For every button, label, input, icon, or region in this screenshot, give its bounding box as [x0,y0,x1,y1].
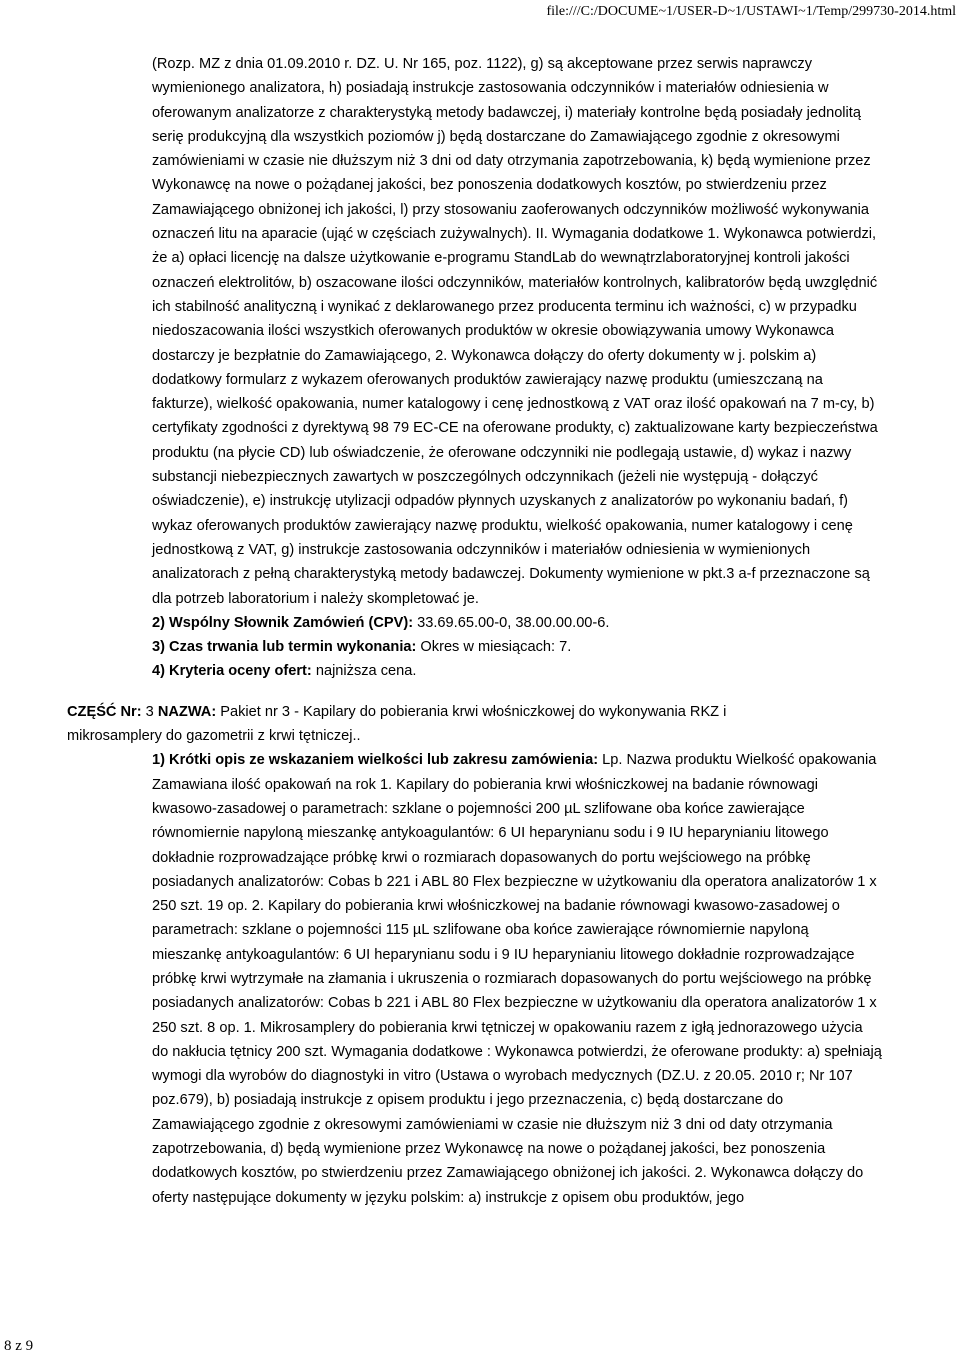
criteria-item [152,659,879,683]
file-url-header: file:///C:/DOCUME~1/USER-D~1/USTAWI~1/Temp/299730-2014.html [546,4,956,19]
duration-label: 3) Czas trwania lub termin wykonania: [152,639,417,656]
duration-value: Okres w miesiącach: 7. [416,639,572,656]
part-description [152,748,882,1210]
criteria-value: najniższa cena. [311,663,417,680]
part-number-label: CZĘŚĆ Nr: [67,703,142,720]
part-heading [67,700,807,749]
criteria-label: 4) Kryteria oceny ofert: [152,663,312,680]
part-description-text: Lp. Nazwa produktu Wielkość opakowania Zamawiana ilość opakowań na rok 1. Kapilary do pobierania krwi włośniczkowej na badanie równowagi kwasowo-zasadowej o parametrach: szklane o pojemności 200 µL szlifowane oba końce zawierające równomiernie napyloną mieszankę antykoagulantów: 6 UI heparynianu sodu i 9 IU heparynianiu litowego dokładnie rozprowadzające próbkę krwi o rozmiarach dopasowanych do portu wejściowego na próbkę posiadanych analizatorów: Cobas b 221 i ABL 80 Flex bezpieczne w użytkowaniu dla operatora analizatorów 1 x 250 szt. 19 op. 2. Kapilary do pobierania krwi włośniczkowej na badanie równowagi kwasowo-zasadowej o parametrach: szklane o pojemności 115 µL szlifowane oba końce zawierające równomiernie napyloną mieszankę antykoagulantów: 6 UI heparynianu sodu i 9 IU heparynianiu litowego dokładnie rozprowadzające próbkę krwi wytrzymałe na złamania i ukruszenia o rozmiarach dopasowanych do portu wejściowego na próbkę posiadanych analizatorów: Cobas b 221 i ABL 80 Flex bezpieczne w użytkowaniu dla operatora analizatorów 1 x 250 szt. 8 op. 1. Mikrosamplery do pobierania krwi tętniczej w opakowaniu razem z igłą jednorazowego użycia do nakłucia tętnicy 200 szt. Wymagania dodatkowe : Wykonawca potwierdzi, że oferowane produkty: a) spełniają wymogi dla wyrobów do diagnostyki in vitro (Ustawa o wyrobach medycznych (DZ.U. z 20.05. 2010 r; Nr 107 poz.679), b) posiadają instrukcje z opisem produktu i jego przeznaczenia, c) będą dostarczane do Zamawiającego zgodnie z okresowymi zamówieniami w czasie nie dłuższym niż 3 dni od daty otrzymania zapotrzebowania, d) będą wymienione przez Wykonawcę na nowe o pożądanej jakości, bez ponoszenia dodatkowych kosztów, po stwierdzeniu przez Zamawiającego obniżonej ich jakości. 2. Wykonawca dołączy do oferty następujące dokumenty w języku polskim: a) instrukcje z opisem obu produktów, jego [152,752,882,1206]
part-name-label: NAZWA: [157,703,217,720]
intro-section [152,52,879,684]
cpv-item [152,611,879,635]
part-number: 3 [141,703,158,720]
part-name: Pakiet nr 3 - Kapilary do pobierania krwi włośniczkowej do wykonywania RKZ i mikrosamplery do gazometrii z krwi tętniczej.. [67,703,727,745]
document-body [0,52,960,1210]
intro-paragraph: (Rozp. MZ z dnia 01.09.2010 r. DZ. U. Nr 165, poz. 1122), g) są akceptowane przez serwis naprawczy wymienionego analizatora, h) posiadają instrukcje zastosowania odczynników i materiałów odniesienia w oferowanym analizatorze z charakterystyką metody badawczej, i) materiały kontrolne będą posiadały jednolitą serię produkcyjną dla wszystkich poziomów j) będą dostarczane do Zamawiającego zgodnie z okresowymi zamówieniami w czasie nie dłuższym niż 3 dni od daty otrzymania zapotrzebowania, k) będą wymienione przez Wykonawcę na nowe o pożądanej jakości, bez ponoszenia dodatkowych kosztów, po stwierdzeniu przez Zamawiającego obniżonej ich jakości, l) przy stosowaniu zaoferowanych odczynników możliwość wykonywania oznaczeń litu na aparacie (ująć w częściach zużywalnych). II. Wymagania dodatkowe 1. Wykonawca potwierdzi, że a) opłaci licencję na dalsze użytkowanie e-programu StandLab do wewnątrzlaboratoryjnej kontroli jakości oznaczeń elektrolitów, b) oszacowane ilości odczynników, materiałów kontrolnych, kalibratorów będą uwzględnić ich stabilność analityczną i wynikać z deklarowanego przez producenta terminu ich ważności, c) w przypadku niedoszacowania ilości wszystkich oferowanych produktów w okresie obowiązywania umowy Wykonawca dostarczy je bezpłatnie do Zamawiającego, 2. Wykonawca dołączy do oferty dokumenty w j. polskim a) dodatkowy formularz z wykazem oferowanych produktów zawierający nazwę produktu (umieszczaną na fakturze), wielkość opakowania, numer katalogowy i cenę jednostkową z VAT oraz ilość opakowań na 7 m-cy, b) certyfikaty zgodności z dyrektywą 98 79 EC-CE na oferowane produkty, c) zaktualizowane karty bezpieczeństwa produktu (na płycie CD) lub oświadczenie, że oferowane odczynniki nie podlegają ustawie, d) wykaz i nazwy substancji niebezpiecznych zawartych w poszczególnych odczynnikach (jeżeli nie występują - dołączyć oświadczenie), e) instrukcję utylizacji odpadów płynnych uzyskanych z analizatorów po wykonaniu badań, f) wykaz oferowanych produktów zawierający nazwę produktu, wielkość opakowania, numer katalogowy i cenę jednostkową z VAT, g) instrukcje zastosowania odczynników i materiałów odniesienia w wymienionych analizatorach z pełną charakterystyką metody badawczej. Dokumenty wymienione w pkt.3 a-f przeznaczone są dla potrzeb laboratorium i należy skompletować je. [152,56,878,607]
page-number: 8 z 9 [4,1338,34,1354]
part-description-label: 1) Krótki opis ze wskazaniem wielkości lub zakresu zamówienia: [152,752,599,769]
part-title-line [67,700,807,749]
cpv-value: 33.69.65.00-0, 38.00.00.00-6. [413,614,610,631]
part-description-paragraph [152,748,882,1210]
cpv-label: 2) Wspólny Słownik Zamówień (CPV): [152,614,414,631]
duration-item [152,635,879,659]
